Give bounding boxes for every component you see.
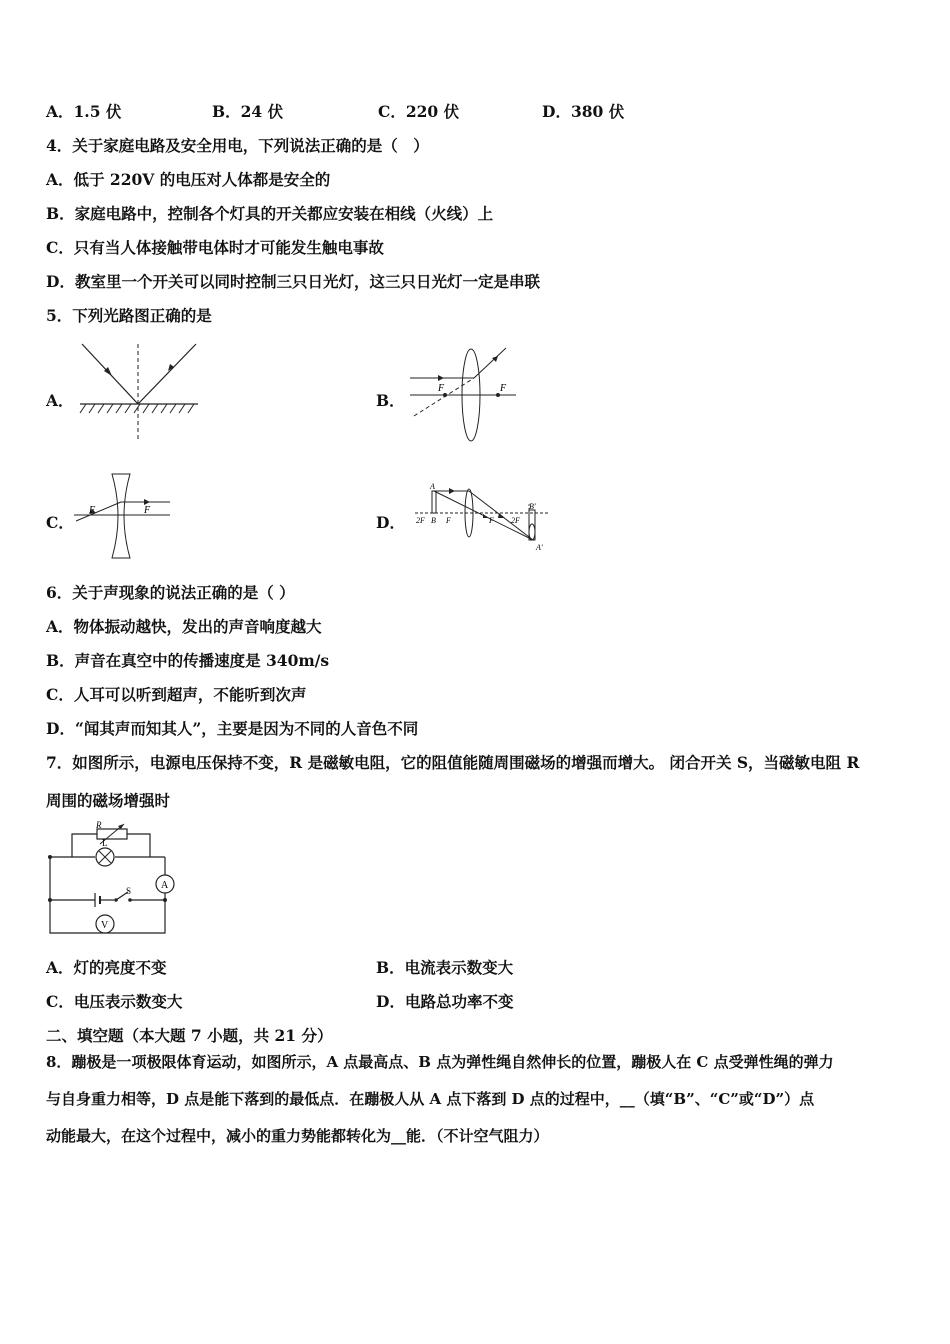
q7-option-b: B．电流表示数变大 xyxy=(376,958,514,977)
q5-figure-b xyxy=(408,344,523,444)
q8-line3: 动能最大，在这个过程中，减小的重力势能都转化为__能．（不计空气阻力） xyxy=(46,1127,549,1145)
q7-label-l: L xyxy=(102,838,108,848)
q4-option-a: A．低于 220V 的电压对人体都是安全的 xyxy=(46,170,331,189)
q7-label-r: R xyxy=(96,820,102,830)
q5-figure-d xyxy=(413,480,553,558)
q5d-label-a: A xyxy=(430,482,435,491)
q5-label-a: A． xyxy=(46,391,74,410)
q5-stem: 5．下列光路图正确的是 xyxy=(46,306,212,325)
q5b-label-f-left: F xyxy=(438,383,445,394)
q3-option-a: A．1.5 伏 xyxy=(46,102,122,121)
q5c-label-f-left: F xyxy=(89,505,96,516)
q5d-label-b-prime: B' xyxy=(529,502,536,511)
q7-option-d: D．电路总功率不变 xyxy=(376,992,514,1011)
q5d-label-2f-left: 2F xyxy=(416,516,425,525)
q3-option-b: B．24 伏 xyxy=(212,102,284,121)
q4-option-d: D．教室里一个开关可以同时控制三只日光灯，这三只日光灯一定是串联 xyxy=(46,272,540,291)
q7-stem-line2: 周围的磁场增强时 xyxy=(46,791,171,810)
q7-option-a: A．灯的亮度不变 xyxy=(46,958,167,977)
q5-label-c: C． xyxy=(46,513,74,532)
q7-label-a: A xyxy=(161,880,169,891)
q5-figure-c xyxy=(72,472,177,560)
q6-stem: 6．关于声现象的说法正确的是（ ） xyxy=(46,583,295,602)
q5c-label-f-right: F xyxy=(144,505,151,516)
q7-circuit-diagram xyxy=(42,820,187,940)
q5d-label-2f-right: 2F xyxy=(511,516,520,525)
q5d-label-b: B xyxy=(431,516,436,525)
q7-option-c: C．电压表示数变大 xyxy=(46,992,183,1011)
q5-figure-a xyxy=(78,340,203,445)
q5-label-b: B． xyxy=(376,391,405,410)
section-2-title: 二、填空题（本大题 7 小题，共 21 分） xyxy=(46,1026,333,1045)
q5b-label-f-right: F xyxy=(500,383,507,394)
q4-option-b: B．家庭电路中，控制各个灯具的开关都应安装在相线（火线）上 xyxy=(46,204,494,223)
q7-label-v: V xyxy=(101,920,109,931)
q6-option-c: C．人耳可以听到超声，不能听到次声 xyxy=(46,685,307,704)
q5d-label-a-prime: A' xyxy=(536,543,543,552)
q4-stem: 4．关于家庭电路及安全用电，下列说法正确的是（ ） xyxy=(46,136,429,155)
q4-option-c: C．只有当人体接触带电体时才可能发生触电事故 xyxy=(46,238,384,257)
q8-line2: 与自身重力相等，D 点是能下落到的最低点．在蹦极人从 A 点下落到 D 点的过程中，__（填“B”、“C”或“D”）点 xyxy=(46,1090,815,1108)
q5d-label-f-right: F xyxy=(489,516,494,525)
q5d-label-f-left: F xyxy=(446,516,451,525)
q3-option-d: D．380 伏 xyxy=(542,102,625,121)
q7-label-s: S xyxy=(126,886,132,896)
q8-line1: 8．蹦极是一项极限体育运动，如图所示，A 点最高点、B 点为弹性绳自然伸长的位置，蹦极人在 C 点受弹性绳的弹力 xyxy=(46,1053,834,1071)
q6-option-b: B．声音在真空中的传播速度是 340m/s xyxy=(46,651,330,670)
q5-label-d: D． xyxy=(376,513,405,532)
q6-option-d: D．“闻其声而知其人”，主要是因为不同的人音色不同 xyxy=(46,719,419,738)
q3-option-c: C．220 伏 xyxy=(378,102,460,121)
q6-option-a: A．物体振动越快，发出的声音响度越大 xyxy=(46,617,322,636)
q7-stem-line1: 7．如图所示，电源电压保持不变，R 是磁敏电阻，它的阻值能随周围磁场的增强而增大。 闭合开关 S，当磁敏电阻 R xyxy=(46,753,860,772)
